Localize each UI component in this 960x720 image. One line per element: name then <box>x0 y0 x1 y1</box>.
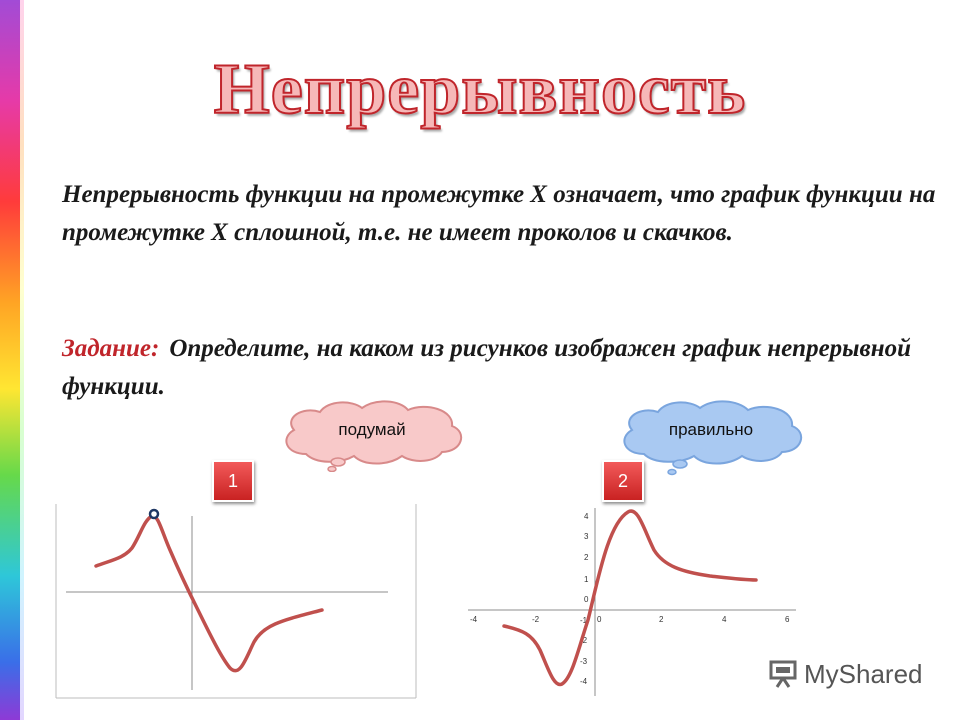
graph-2-x-tick: -2 <box>532 615 540 624</box>
graph-2-y-tick: 3 <box>584 532 589 541</box>
graph-2-x-tick: 4 <box>722 615 727 624</box>
graph-2-x-ticks <box>470 615 790 624</box>
graph-2-y-tick: -2 <box>580 636 588 645</box>
graph-2-y-tick: 2 <box>584 553 589 562</box>
graph-2-y-tick: -4 <box>580 677 588 686</box>
task-paragraph <box>62 330 942 406</box>
logo-text: MyShared <box>804 658 923 689</box>
myshared-logo <box>768 656 923 692</box>
graph-2-x-tick: 0 <box>597 615 602 624</box>
graph-1-curve <box>96 516 322 671</box>
graph-2-y-tick: -1 <box>580 616 588 625</box>
task-text: Определите, на каком из рисунков изображен график непрерывной функции. <box>62 335 911 400</box>
presentation-icon <box>768 659 798 689</box>
slide-title: Непрерывность <box>213 49 747 129</box>
think-callout[interactable] <box>276 398 468 472</box>
option-1-button[interactable]: 1 <box>212 460 254 502</box>
option-2-button[interactable]: 2 <box>602 460 644 502</box>
correct-callout-label: правильно <box>668 420 754 439</box>
task-label: Задание: <box>62 335 160 362</box>
graph-2-y-tick: 4 <box>584 512 589 521</box>
graph-1[interactable] <box>54 500 418 700</box>
graph-2-x-tick: 2 <box>659 615 664 624</box>
graph-2-y-tick: 0 <box>584 595 589 604</box>
graph-1-hole-point <box>150 510 158 518</box>
definition-text: Непрерывность функции на промежутке Х означает, что график функции на промежутке Х сплошной, т.е. не имеет проколов и скачков. <box>62 181 936 246</box>
graph-2-x-tick: -4 <box>470 615 478 624</box>
graph-2-y-ticks <box>580 512 589 686</box>
graph-2-curve <box>504 511 756 684</box>
graph-2[interactable] <box>460 500 810 700</box>
graph-2-y-tick: -3 <box>580 657 588 666</box>
think-callout-label: подумай <box>338 420 406 439</box>
graph-2-y-tick: 1 <box>584 575 589 584</box>
graph-2-x-tick: 6 <box>785 615 790 624</box>
